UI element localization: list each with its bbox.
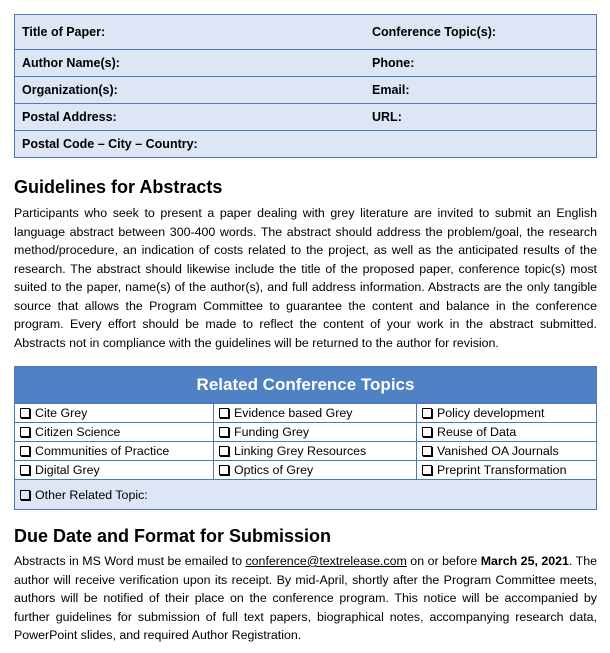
checkbox-icon[interactable] <box>20 490 30 500</box>
email-link[interactable]: conference@textrelease.com <box>245 554 407 568</box>
checkbox-icon[interactable] <box>20 427 30 437</box>
related-topics-heading: Related Conference Topics <box>15 367 597 404</box>
checkbox-icon[interactable] <box>20 465 30 475</box>
topic-checkbox[interactable]: Optics of Grey <box>214 461 417 480</box>
topic-checkbox[interactable]: Cite Grey <box>15 404 214 423</box>
topic-checkbox[interactable]: Policy development <box>417 404 597 423</box>
checkbox-icon[interactable] <box>422 408 432 418</box>
organizations-field[interactable]: Organization(s): <box>15 77 366 104</box>
topic-checkbox[interactable]: Citizen Science <box>15 423 214 442</box>
due-date: March 25, 2021 <box>480 554 569 568</box>
title-of-paper-field[interactable]: Title of Paper: <box>15 15 366 50</box>
related-topics-table <box>14 366 597 510</box>
topic-checkbox[interactable]: Linking Grey Resources <box>214 442 417 461</box>
checkbox-icon[interactable] <box>20 408 30 418</box>
topic-checkbox[interactable]: Evidence based Grey <box>214 404 417 423</box>
checkbox-icon[interactable] <box>422 427 432 437</box>
postal-code-city-country-field[interactable]: Postal Code – City – Country: <box>15 131 597 158</box>
checkbox-icon[interactable] <box>219 446 229 456</box>
checkbox-icon[interactable] <box>422 446 432 456</box>
guidelines-heading: Guidelines for Abstracts <box>14 177 223 197</box>
topic-checkbox[interactable]: Vanished OA Journals <box>417 442 597 461</box>
submission-body: Abstracts in MS Word must be emailed to conference@textrelease.com on or before March 25, 2021. The author will receive verification upon its receipt. By mid-April, shortly after the Program Committee meets, authors will be notified of their place on the conference program. This notice will be accompanied by further guidelines for submission of full text papers, biographical notes, accompanying research data, PowerPoint slides, and required Author Registration. <box>14 554 598 642</box>
topic-checkbox[interactable]: Communities of Practice <box>15 442 214 461</box>
email-field[interactable]: Email: <box>365 77 597 104</box>
url-field[interactable]: URL: <box>365 104 597 131</box>
topic-checkbox[interactable]: Reuse of Data <box>417 423 597 442</box>
postal-address-field[interactable]: Postal Address: <box>15 104 366 131</box>
checkbox-icon[interactable] <box>219 465 229 475</box>
phone-field[interactable]: Phone: <box>365 50 597 77</box>
topic-checkbox[interactable]: Digital Grey <box>15 461 214 480</box>
topic-checkbox[interactable]: Preprint Transformation <box>417 461 597 480</box>
guidelines-body: Participants who seek to present a paper dealing with grey literature are invited to submit an English language abstract between 300-400 words. The abstract should address the problem/goal, the research method/procedure, an indication of costs related to the project, as well as the anticipated results of the research. The abstract should likewise include the title of the proposed paper, conference topic(s) most suited to the paper, name(s) of the author(s), and full address information. Abstracts are the only tangible source that allows the Program Committee to guarantee the content and balance in the conference program. Every effort should be made to reflect the content of your work in the abstract submitted. Abstracts not in compliance with the guidelines will be returned to the author for revision. <box>14 206 597 350</box>
checkbox-icon[interactable] <box>20 446 30 456</box>
author-names-field[interactable]: Author Name(s): <box>15 50 366 77</box>
other-related-topic-field[interactable]: Other Related Topic: <box>15 480 597 510</box>
topic-checkbox[interactable]: Funding Grey <box>214 423 417 442</box>
checkbox-icon[interactable] <box>422 465 432 475</box>
submission-heading: Due Date and Format for Submission <box>14 526 332 546</box>
checkbox-icon[interactable] <box>219 408 229 418</box>
checkbox-icon[interactable] <box>219 427 229 437</box>
author-info-table <box>14 14 597 158</box>
conference-topics-field[interactable]: Conference Topic(s): <box>365 15 597 50</box>
